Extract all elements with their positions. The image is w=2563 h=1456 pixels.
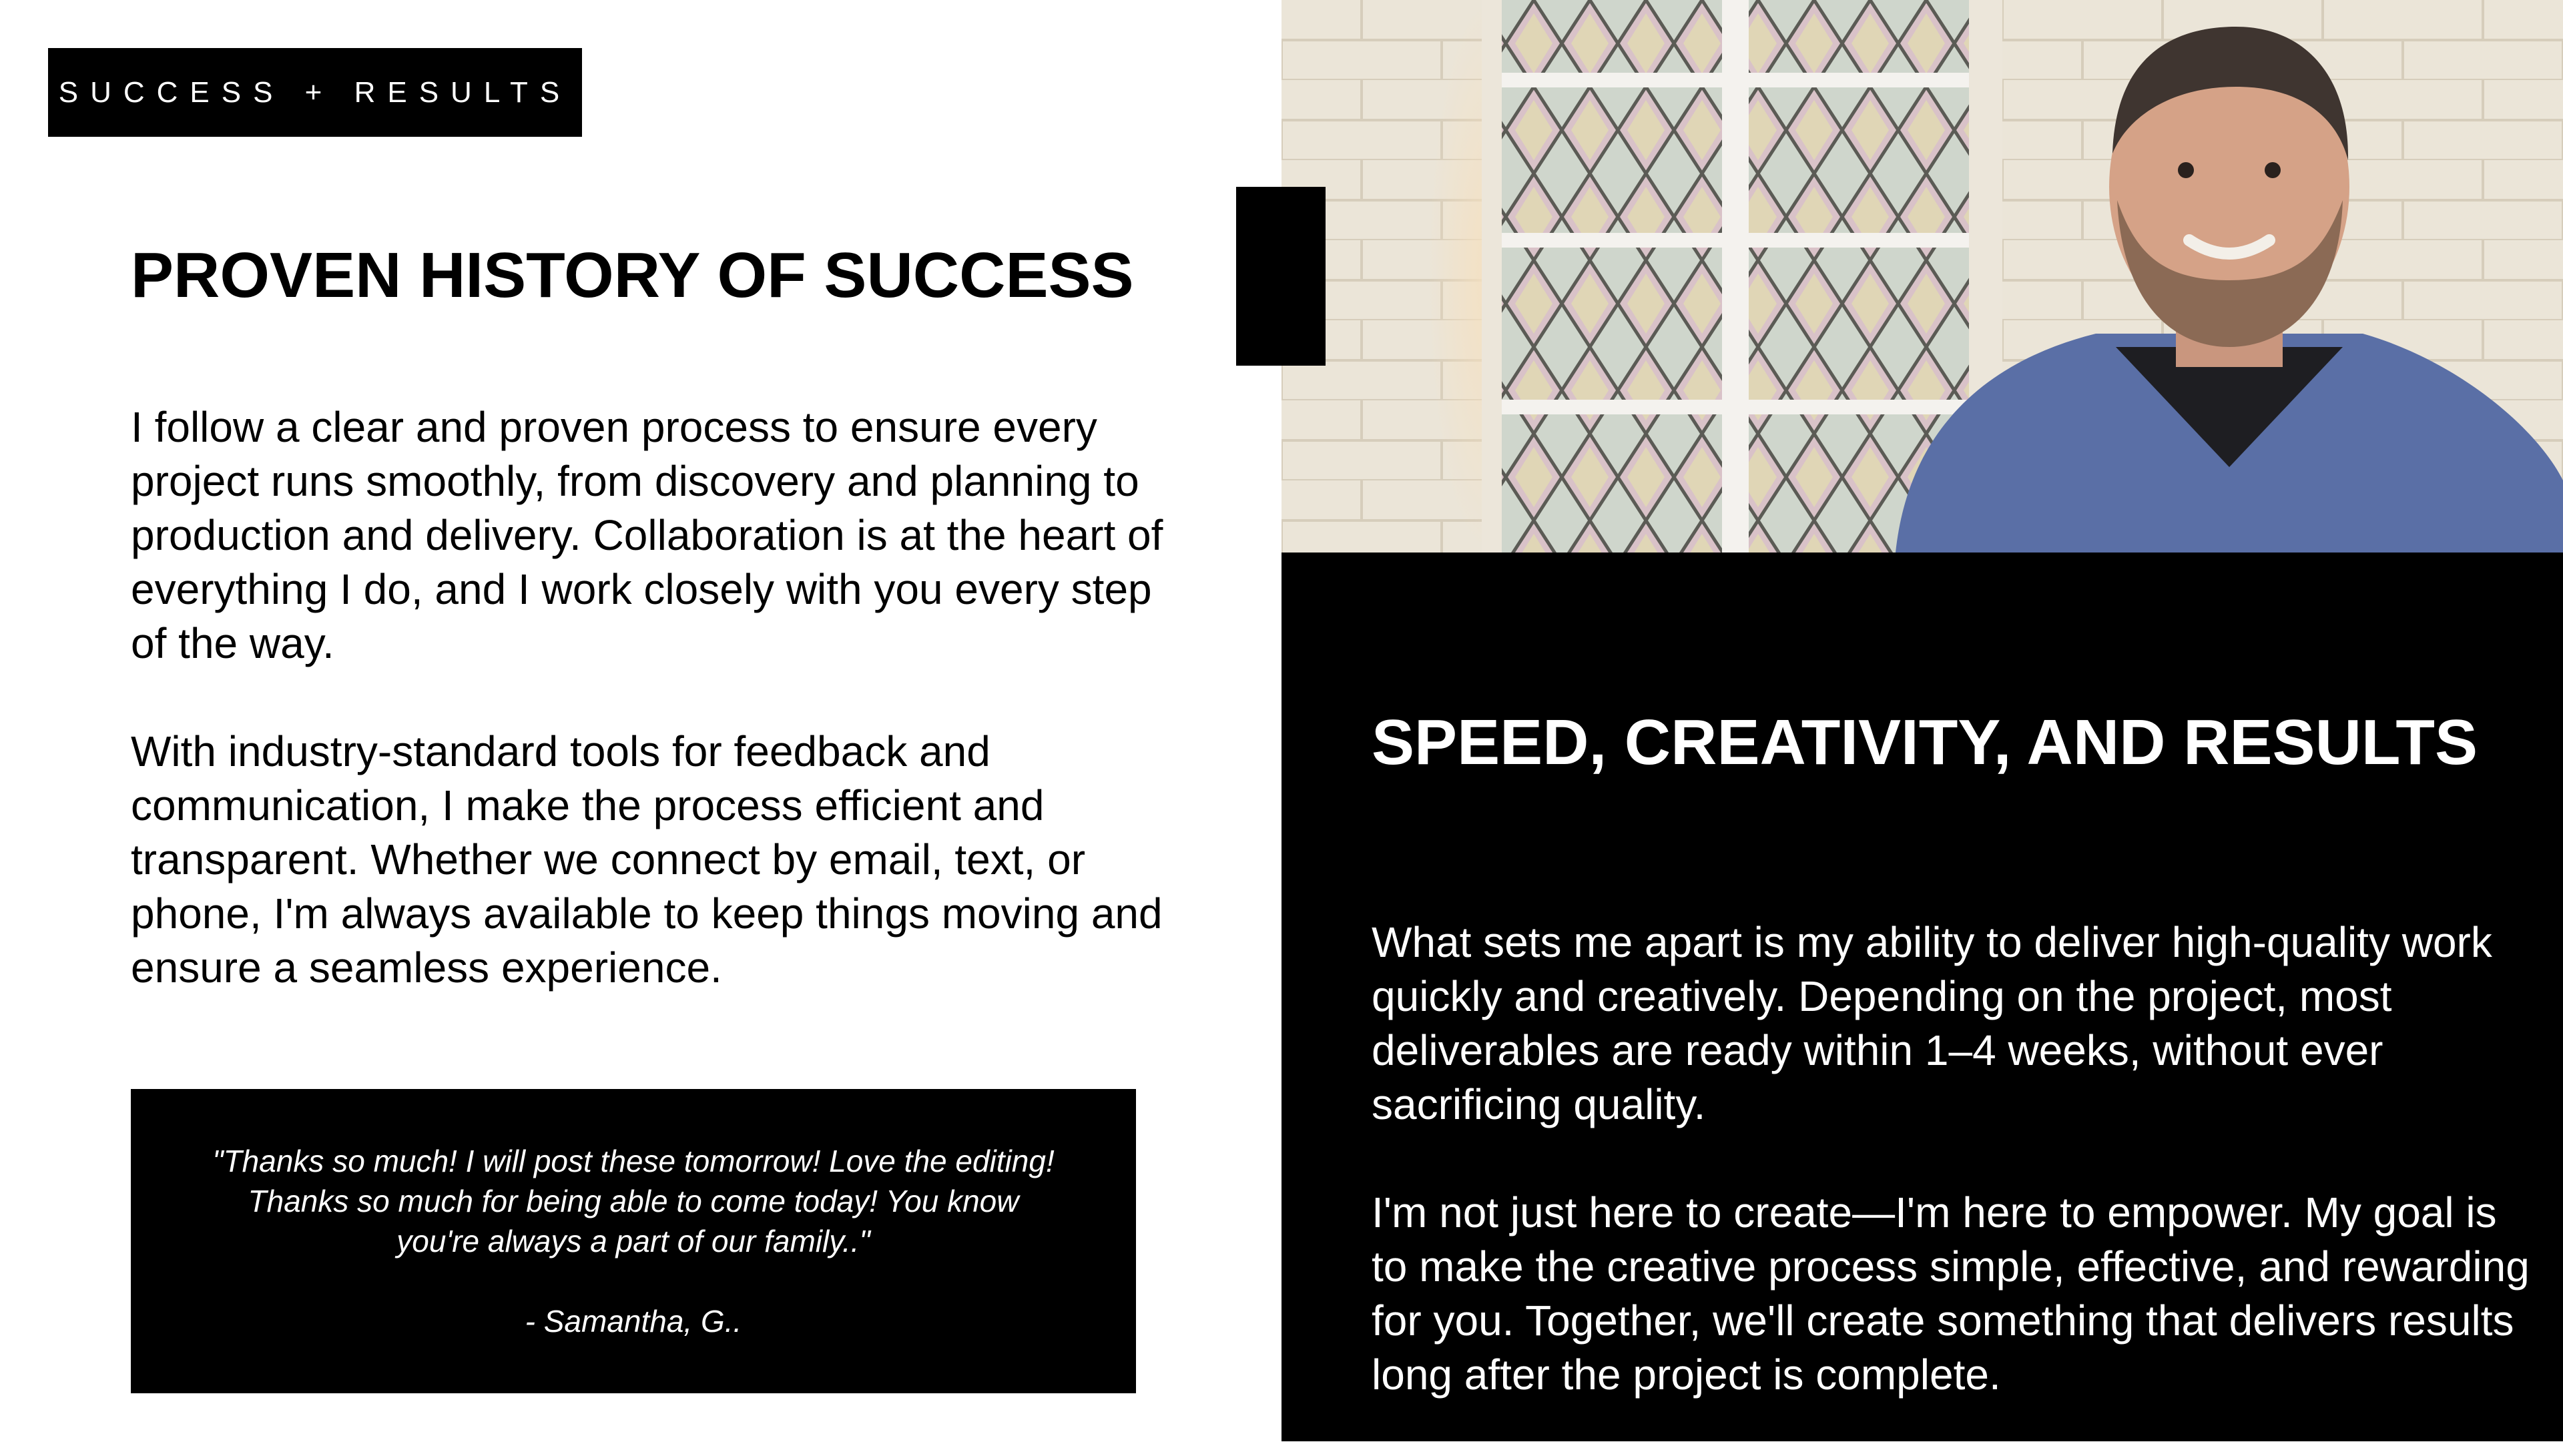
right-paragraph-1: What sets me apart is my ability to deliver high-quality work quickly and creatively. Depending on the project, most deliverables are ready within 1–4 weeks, without ever sacrificing quality. — [1372, 918, 2492, 1128]
left-paragraph-1: I follow a clear and proven process to ensure every project runs smoothly, from discovery and planning to production and delivery. Collaboration is at the heart of everything I do, and I work closely with you every step of the way. — [131, 403, 1163, 667]
testimonial-author: - Samantha, G.. — [525, 1304, 742, 1339]
right-heading: SPEED, CREATIVITY, AND RESULTS — [1372, 707, 2478, 778]
testimonial-box — [131, 1089, 1136, 1393]
right-paragraph-2: I'm not just here to create—I'm here to empower. My goal is to make the creative process simple, effective, and rewarding for you. Together, we'll create something that delivers results long after the project is complete. — [1372, 1188, 2530, 1399]
right-body — [1372, 916, 2533, 1456]
left-paragraph-2: With industry-standard tools for feedback and communication, I make the process efficient and transparent. Whether we connect by email, text, or phone, I'm always available to keep things moving and ensure a seamless experience. — [131, 727, 1163, 992]
left-body — [131, 400, 1172, 1049]
right-panel — [1282, 553, 2563, 1441]
accent-bar — [1236, 187, 1326, 366]
left-heading: PROVEN HISTORY OF SUCCESS — [131, 240, 1134, 311]
testimonial-quote: "Thanks so much! I will post these tomorrow! Love the editing! Thanks so much for being able to come today! You know you're always a part of our family.." — [212, 1144, 1055, 1258]
portrait-photo — [1282, 0, 2563, 553]
section-label: SUCCESS + RESULTS — [48, 48, 582, 137]
portrait-illustration — [1282, 0, 2563, 553]
